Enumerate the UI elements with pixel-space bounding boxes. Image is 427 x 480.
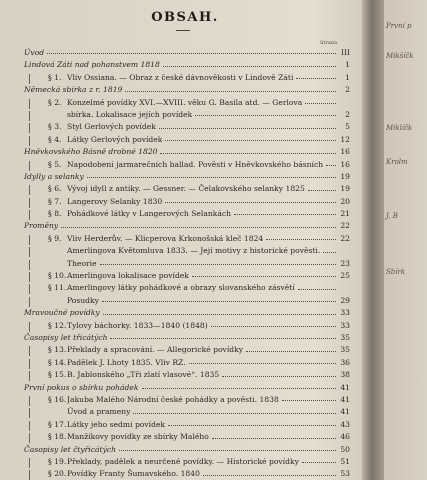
- title-divider: [176, 30, 190, 31]
- toc-text: Amerlingova Květomluva 1833. — Její motivy z historické pověsti.: [67, 246, 321, 256]
- toc-leader-dots: [296, 78, 336, 79]
- toc-page-number: 35: [340, 332, 350, 342]
- toc-rule: [29, 408, 30, 418]
- toc-section-row: [0, 332, 370, 344]
- toc-rule: [29, 359, 30, 369]
- page-column-label: Strana: [320, 40, 338, 46]
- toc-rule: [29, 346, 30, 356]
- toc-entry-row: [0, 183, 370, 195]
- toc-entry-row: [0, 431, 370, 443]
- toc-section-number: § 15.: [48, 370, 67, 380]
- toc-text: Časopisy let čtyřicátých: [24, 444, 117, 454]
- toc-leader-dots: [234, 214, 336, 215]
- toc-section-number: § 14.: [48, 357, 67, 367]
- toc-rule: [29, 433, 30, 443]
- toc-text: Amerlingovy látky pohádkové a obrazy slovanského zásvětí: [67, 283, 295, 293]
- toc-leader-dots: [133, 413, 336, 414]
- toc-page-number: 16: [340, 159, 350, 169]
- toc-section-number: § 9.: [48, 233, 62, 243]
- toc-leader-dots: [125, 91, 336, 92]
- toc-rule: [29, 396, 30, 406]
- toc-section-number: § 8.: [48, 209, 62, 219]
- toc-text: Napodobení jarmarečních ballad. Pověsti v Hněvkovského básních: [67, 159, 324, 169]
- toc-page-number: 41: [340, 407, 350, 417]
- toc-text: Proměny: [24, 221, 59, 231]
- toc-entry-row: [0, 233, 370, 245]
- toc-section-row: [0, 444, 370, 456]
- toc-page-number: 33: [340, 308, 350, 318]
- toc-rule: [29, 458, 30, 468]
- toc-leader-dots: [47, 53, 336, 54]
- toc-page-number: 41: [340, 394, 350, 404]
- toc-text: Styl Gerlových povídek: [67, 122, 156, 132]
- toc-text: Vývoj idyll z antiky. — Gessner. — Čelakovského selanky 1825: [67, 184, 305, 194]
- toc-leader-dots: [87, 177, 336, 178]
- toc-text: Vliv Herderův. — Klicperova Krkonošská kleč 1824: [67, 233, 264, 243]
- toc-text: Padělek J. Lhoty 1835. Vliv RZ.: [67, 357, 186, 367]
- toc-text: Jakuba Malého Národní české pohádky a pověsti. 1838: [67, 394, 279, 404]
- toc-section-number: § 3.: [48, 122, 62, 132]
- toc-page-number: 2: [345, 85, 350, 95]
- right-page-fragment: J. B: [386, 212, 398, 220]
- right-page-fragment: Mikšíčk: [386, 52, 414, 60]
- toc-section-row: [0, 47, 370, 59]
- table-of-contents: [0, 47, 370, 480]
- toc-page-number: 38: [340, 370, 350, 380]
- toc-text: Lindová Záti nad pohanstvem 1818: [24, 60, 160, 70]
- toc-leader-dots: [110, 338, 336, 339]
- toc-rule: [29, 210, 30, 220]
- toc-section-number: § 1.: [48, 72, 62, 82]
- toc-entry-row: [0, 270, 370, 282]
- toc-rule: [29, 371, 30, 381]
- toc-leader-dots: [222, 376, 336, 377]
- toc-page-number: 22: [340, 221, 350, 231]
- toc-entry-row: [0, 394, 370, 406]
- toc-entry-row: [0, 72, 370, 84]
- toc-text: Překlady a spracování. — Allegorické povídky: [67, 345, 244, 355]
- toc-section-row: [0, 171, 370, 183]
- toc-leader-dots: [168, 425, 336, 426]
- toc-text: Překlady, padělek a neurčené povídky. — Historické povídky: [67, 456, 299, 466]
- toc-page-number: 35: [340, 345, 350, 355]
- toc-text: Konzelmé povídky XVI.—XVIII. věku G. Basila atd. — Gerlova: [67, 97, 303, 107]
- toc-leader-dots: [212, 438, 336, 439]
- toc-text: První pokus o sbírku pohádek: [24, 382, 139, 392]
- toc-section-row: [0, 220, 370, 232]
- toc-page-number: 41: [340, 382, 350, 392]
- toc-text: Posudky: [67, 295, 99, 305]
- toc-leader-dots: [305, 103, 336, 104]
- toc-section-number: § 18.: [48, 432, 67, 442]
- book-gutter: [362, 0, 384, 480]
- toc-text: Tylovy báchorky. 1833—1840 (1848): [67, 320, 208, 330]
- toc-page-number: 51: [340, 456, 350, 466]
- toc-leader-dots: [160, 153, 336, 154]
- toc-entry-row: [0, 357, 370, 369]
- toc-text: Theorie: [67, 258, 97, 268]
- toc-leader-dots: [165, 202, 336, 203]
- toc-leader-dots: [189, 363, 336, 364]
- toc-page-number: 1: [345, 72, 350, 82]
- toc-leader-dots: [195, 115, 336, 116]
- toc-entry-row: [0, 369, 370, 381]
- toc-leader-dots: [302, 462, 336, 463]
- toc-page-number: 46: [340, 432, 350, 442]
- toc-leader-dots: [308, 190, 336, 191]
- toc-entry-row: [0, 406, 370, 418]
- toc-leader-dots: [192, 276, 336, 277]
- toc-section-number: § 10.: [48, 271, 67, 281]
- toc-page-number: 2: [345, 109, 350, 119]
- toc-page-number: 43: [340, 419, 350, 429]
- toc-section-row: [0, 307, 370, 319]
- toc-entry-row: [0, 320, 370, 332]
- toc-text: Vliv Ossiana. — Obraz z české dávnověkosti v Lindově Záti: [67, 72, 294, 82]
- toc-section-number: § 20.: [48, 469, 67, 479]
- toc-leader-dots: [103, 314, 336, 315]
- toc-leader-dots: [100, 264, 336, 265]
- toc-leader-dots: [266, 239, 336, 240]
- toc-leader-dots: [203, 475, 336, 476]
- toc-page-number: 12: [340, 134, 350, 144]
- toc-text: Manžíkovy povídky ze sbírky Malého: [67, 432, 209, 442]
- toc-text: sbírka. Lokalisace jejích povídek: [67, 109, 193, 119]
- toc-leader-dots: [211, 326, 336, 327]
- toc-text: Časopisy let třicátých: [24, 332, 108, 342]
- toc-section-number: § 16.: [48, 394, 67, 404]
- toc-section-row: [0, 84, 370, 96]
- toc-leader-dots: [163, 66, 336, 67]
- toc-entry-row: [0, 134, 370, 146]
- toc-entry-row: [0, 196, 370, 208]
- toc-section-number: § 13.: [48, 345, 67, 355]
- toc-section-number: § 11.: [48, 283, 67, 293]
- toc-page-number: 16: [340, 147, 350, 157]
- toc-page-number: 36: [340, 357, 350, 367]
- toc-rule: [29, 185, 30, 195]
- toc-rule: [29, 284, 30, 294]
- toc-entry-row: [0, 258, 370, 270]
- toc-text: Pohádkové látky v Langerových Selankách: [67, 209, 232, 219]
- toc-text: Amerlingova lokalisace povídek: [67, 271, 189, 281]
- toc-rule: [29, 272, 30, 282]
- toc-page-number: 1: [345, 60, 350, 70]
- toc-section-number: § 19.: [48, 456, 67, 466]
- page-title: OBSAH.: [151, 10, 219, 25]
- toc-page-number: 33: [340, 320, 350, 330]
- toc-page-number: 25: [340, 271, 350, 281]
- right-page-fragment: Krolm: [386, 158, 408, 166]
- toc-entry-row: [0, 419, 370, 431]
- toc-leader-dots: [165, 140, 336, 141]
- toc-text: Povídky Franty Šumavského. 1840: [67, 469, 200, 479]
- toc-entry-row: [0, 295, 370, 307]
- right-page-fragment: Sbírk: [386, 268, 406, 276]
- toc-section-number: § 12.: [48, 320, 67, 330]
- toc-rule: [29, 136, 30, 146]
- toc-text: Hněvkovského Básně drobné 1820: [24, 147, 158, 157]
- toc-rule: [29, 198, 30, 208]
- toc-entry-row: [0, 97, 370, 109]
- toc-section-number: § 5.: [48, 159, 62, 169]
- toc-entry-row: [0, 456, 370, 468]
- toc-page-number: 20: [340, 196, 350, 206]
- toc-entry-row: [0, 159, 370, 171]
- toc-page-number: 23: [340, 258, 350, 268]
- toc-text: Látky Gerlových povídek: [67, 134, 163, 144]
- toc-section-row: [0, 146, 370, 158]
- toc-text: Langerovy Selanky 1830: [67, 196, 163, 206]
- toc-text: Úvod: [24, 48, 45, 57]
- toc-page-number: 21: [340, 209, 350, 219]
- toc-leader-dots: [298, 289, 336, 290]
- toc-leader-dots: [246, 351, 336, 352]
- toc-leader-dots: [61, 227, 336, 228]
- toc-page-number: III: [341, 48, 350, 57]
- toc-rule: [29, 247, 30, 257]
- toc-section-number: § 6.: [48, 184, 62, 194]
- right-page-fragment: Miklíčk: [386, 124, 413, 132]
- toc-page-number: 19: [340, 184, 350, 194]
- toc-leader-dots: [119, 450, 336, 451]
- toc-text: Mravoučné povídky: [24, 308, 100, 318]
- toc-leader-dots: [282, 400, 336, 401]
- toc-section-row: [0, 59, 370, 71]
- toc-entry-row: [0, 282, 370, 294]
- toc-leader-dots: [142, 388, 336, 389]
- toc-entry-row: [0, 208, 370, 220]
- toc-rule: [29, 421, 30, 431]
- toc-text: Německá sbírka z r. 1819: [24, 85, 123, 95]
- toc-rule: [29, 99, 30, 109]
- toc-page-number: 19: [340, 171, 350, 181]
- toc-page-number: 29: [340, 295, 350, 305]
- toc-page-number: 50: [340, 444, 350, 454]
- toc-rule: [29, 260, 30, 270]
- toc-page-number: 22: [340, 233, 350, 243]
- toc-leader-dots: [102, 301, 336, 302]
- toc-rule: [29, 74, 30, 84]
- toc-rule: [29, 322, 30, 332]
- toc-entry-row: [0, 121, 370, 133]
- toc-rule: [29, 161, 30, 171]
- toc-text: Látky jeho sedmi povídek: [67, 419, 166, 429]
- toc-section-number: § 17.: [48, 419, 67, 429]
- toc-section-row: [0, 382, 370, 394]
- toc-page-number: 53: [340, 469, 350, 479]
- toc-entry-row: [0, 245, 370, 257]
- toc-section-number: § 2.: [48, 97, 62, 107]
- toc-leader-dots: [159, 128, 336, 129]
- toc-rule: [29, 297, 30, 307]
- toc-text: B. Jablonského „Tři zlatí vlasové“. 1835: [67, 370, 220, 380]
- toc-leader-dots: [323, 252, 336, 253]
- toc-entry-row: [0, 344, 370, 356]
- toc-page-number: 5: [345, 122, 350, 132]
- toc-section-number: § 7.: [48, 196, 62, 206]
- toc-text: Idylly a selanky: [24, 171, 84, 181]
- book-page-right: [384, 0, 427, 480]
- toc-rule: [29, 111, 30, 121]
- toc-entry-row: [0, 109, 370, 121]
- toc-section-number: § 4.: [48, 134, 62, 144]
- toc-rule: [29, 123, 30, 133]
- right-page-fragment: První p: [386, 22, 412, 30]
- toc-entry-row: [0, 468, 370, 480]
- toc-rule: [29, 470, 30, 480]
- toc-rule: [29, 235, 30, 245]
- toc-text: Úvod a prameny: [67, 407, 131, 417]
